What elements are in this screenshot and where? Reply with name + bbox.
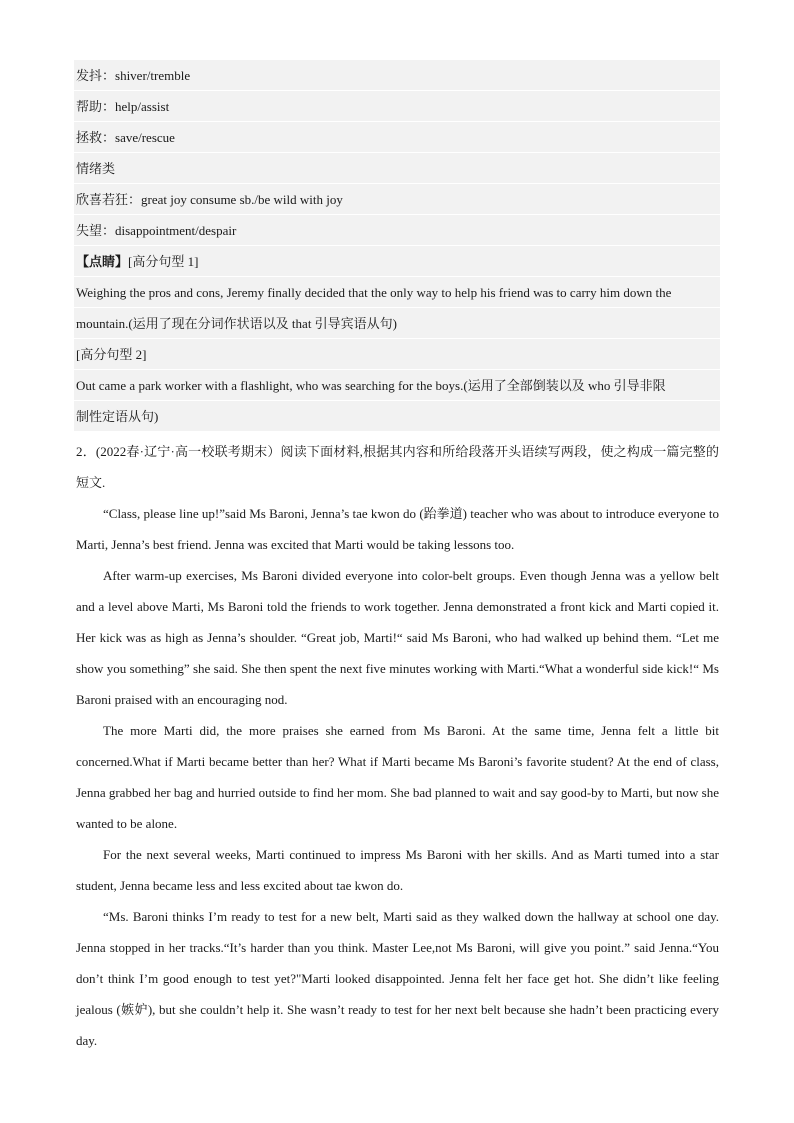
vocab-term: 拯救：	[76, 130, 116, 145]
vocab-term: 帮助：	[76, 99, 116, 114]
pattern1-label: [高分句型 1]	[128, 254, 199, 269]
vocab-value: save/rescue	[115, 130, 175, 145]
vocab-line	[74, 122, 720, 153]
pattern2-label: [高分句型 2]	[74, 339, 720, 370]
pattern1-text-line1: Weighing the pros and cons, Jeremy finally decided that the only way to help his friend was to carry him down the	[74, 277, 720, 308]
vocab-term: 失望：	[76, 223, 116, 238]
pattern2-text-line1: Out came a park worker with a flashlight, who was searching for the boys.(运用了全部倒装以及 who 引导非限	[74, 370, 720, 401]
reading-passage	[76, 498, 719, 1056]
vocab-value: help/assist	[115, 99, 170, 114]
question-header	[76, 436, 719, 498]
vocab-line	[74, 215, 720, 246]
vocab-line	[74, 184, 720, 215]
question-instruction: 2．(2022春·辽宁·高一校联考期末）阅读下面材料,根据其内容和所给段落开头语续写两段，使之构成一篇完整的短文.	[76, 444, 719, 490]
passage-paragraph: “Class, please line up!”said Ms Baroni, Jenna’s tae kwon do (跆拳道) teacher who was about to introduce everyone to Marti, Jenna’s best friend. Jenna was excited that Marti would be taking lessons too.	[76, 506, 719, 552]
vocab-value: great joy consume sb./be wild with joy	[141, 192, 343, 207]
vocab-value: disappointment/despair	[115, 223, 237, 238]
vocab-line	[74, 91, 720, 122]
tips-label: 【点睛】	[76, 254, 129, 269]
passage-paragraph: For the next several weeks, Marti continued to impress Ms Baroni with her skills. And as Marti tumed into a star student, Jenna became less and less excited about tae kwon do.	[76, 847, 719, 893]
pattern2-text-line2: 制性定语从句)	[74, 401, 720, 432]
pattern1-text-line2: mountain.(运用了现在分词作状语以及 that 引导宾语从句)	[74, 308, 720, 339]
vocab-value: shiver/tremble	[115, 68, 191, 83]
passage-paragraph: The more Marti did, the more praises she earned from Ms Baroni. At the same time, Jenna felt a little bit concerned.What if Marti became better than her? What if Marti became Ms Baroni’s favorite student? At the end of class, Jenna grabbed her bag and hurried outside to find her mom. She bad planned to wait and say good-by to Marti, but now she wanted to be alone.	[76, 723, 719, 831]
vocab-term: 欣喜若狂：	[76, 192, 142, 207]
answer-notes-block	[74, 60, 720, 432]
emotion-heading: 情绪类	[74, 153, 720, 184]
vocab-line	[74, 60, 720, 91]
vocab-term: 发抖：	[76, 68, 116, 83]
tips-heading	[74, 246, 720, 277]
passage-paragraph: “Ms. Baroni thinks I’m ready to test for a new belt, Marti said as they walked down the hallway at school one day. Jenna stopped in her tracks.“It’s harder than you think. Master Lee,not Ms Baroni, will give you point.” said Jenna.“You don’t think I’m good enough to test yet?"Marti looked disappointed. Jenna felt her face get hot. She didn’t like feeling jealous (嫉妒), but she couldn’t help it. She wasn’t ready to test for her next belt because she hadn’t been practicing every day.	[76, 909, 719, 1048]
passage-paragraph: After warm-up exercises, Ms Baroni divided everyone into color-belt groups. Even though Jenna was a yellow belt and a level above Marti, Ms Baroni told the friends to work together. Jenna demonstrated a front kick and Marti copied it. Her kick was as high as Jenna’s shoulder. “Great job, Marti!“ said Ms Baroni, who had walked up behind them. “Let me show you something” she said. She then spent the next five minutes working with Marti.“What a wonderful side kick!“ Ms Baroni praised with an encouraging nod.	[76, 568, 719, 707]
